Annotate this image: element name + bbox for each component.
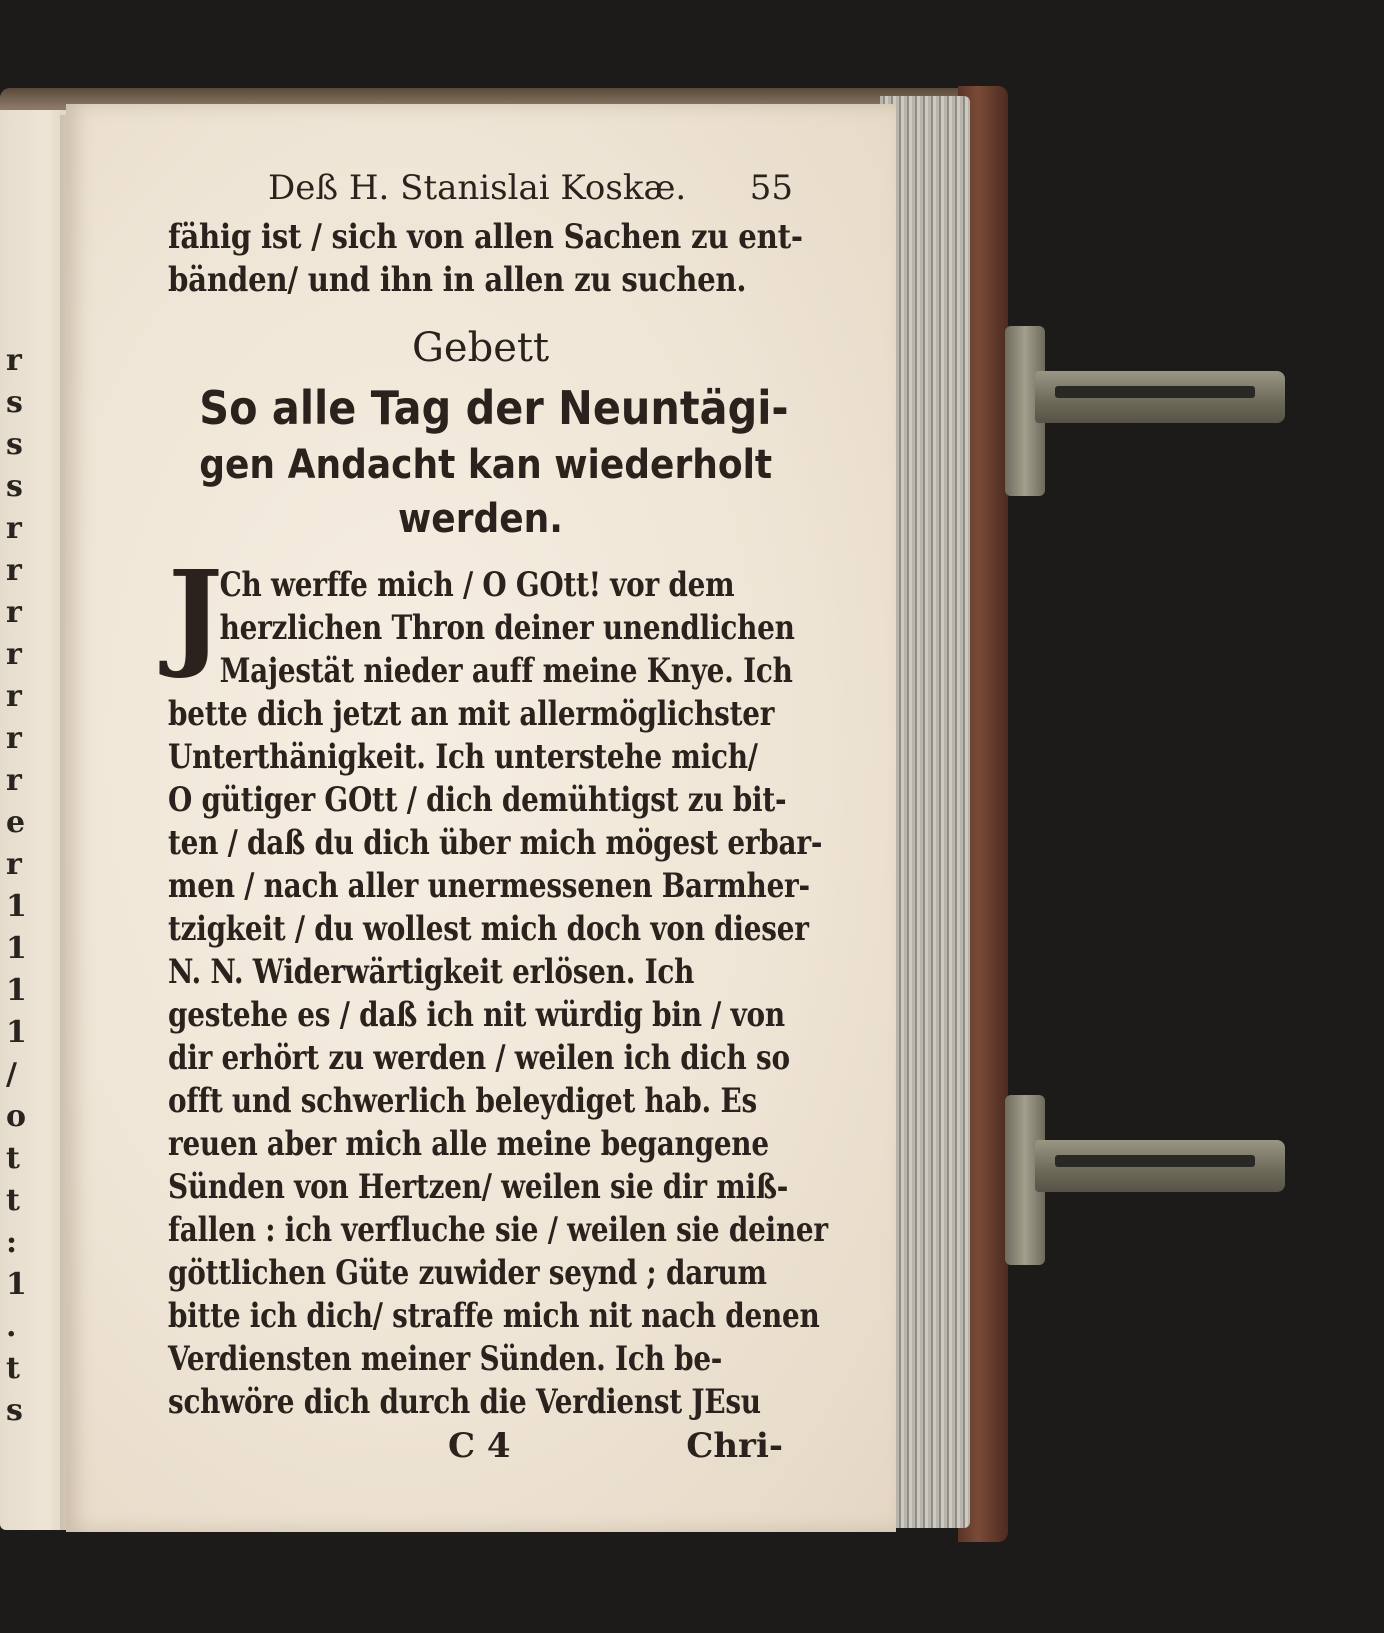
left-fragment: r <box>6 679 22 714</box>
body-line: N. N. Widerwärtigkeit erlösen. Ich <box>168 952 695 992</box>
left-fragment: r <box>6 763 22 798</box>
left-fragment: r <box>6 343 22 378</box>
body-line: bette dich jetzt an mit allermöglichster <box>168 694 775 734</box>
page-footer <box>168 1426 793 1472</box>
running-head-title: Deß H. Stanislai Koskæ. <box>268 168 687 208</box>
body-line: tzigkeit / du wollest mich doch von dieser <box>168 909 809 949</box>
left-fragment: s <box>6 469 23 504</box>
body-line: O gütiger GOtt / dich demühtigst zu bit- <box>168 780 787 820</box>
left-fragment: / <box>6 1057 17 1092</box>
running-head <box>168 160 793 216</box>
left-fragment: s <box>6 385 23 420</box>
body-line: offt und schwerlich beleydiget hab. Es <box>168 1081 757 1121</box>
left-fragment: s <box>6 427 23 462</box>
body-line: dir erhört zu werden / weilen ich dich so <box>168 1038 790 1078</box>
left-fragment: 1 <box>6 931 27 966</box>
left-page-text-fragments <box>6 340 26 1432</box>
body-line: Unterthänigkeit. Ich unterstehe mich/ <box>168 737 758 777</box>
subheading-line: gen Andacht kan wiederholt <box>199 442 773 488</box>
body-line: Ch werffe mich / O GOtt! vor dem <box>219 565 735 605</box>
body-line: gestehe es / daß ich nit würdig bin / von <box>168 995 785 1035</box>
clasp-slot <box>1055 1155 1255 1167</box>
text-line: fähig ist / sich von allen Sachen zu ent- <box>168 217 803 257</box>
left-fragment: e <box>6 805 26 840</box>
prayer-body <box>168 546 828 1424</box>
continuation-text <box>168 216 803 302</box>
body-line: ten / daß du dich über mich mögest erbar- <box>168 823 823 863</box>
signature-mark: C 4 <box>448 1426 511 1466</box>
drop-cap: J <box>168 546 223 682</box>
body-line: Sünden von Hertzen/ weilen sie dir miß- <box>168 1167 789 1207</box>
body-line: herzlichen Thron deiner unendlichen <box>219 608 795 648</box>
catchword: Chri- <box>686 1426 783 1466</box>
subheading-line: So alle Tag der Neuntägi- <box>199 381 789 435</box>
left-fragment: 1 <box>6 889 27 924</box>
text-line: bänden/ und ihn in allen zu suchen. <box>168 260 747 300</box>
left-fragment: r <box>6 553 22 588</box>
left-fragment: t <box>6 1351 20 1386</box>
left-fragment: r <box>6 511 22 546</box>
left-fragment: o <box>6 1099 27 1134</box>
prayer-subheading <box>168 378 793 546</box>
body-line: men / nach aller unermessenen Barmher- <box>168 866 810 906</box>
page-number: 55 <box>749 168 793 208</box>
body-line: göttlichen Güte zuwider seynd ; darum <box>168 1253 767 1293</box>
prayer-heading: Gebett <box>411 325 550 371</box>
page-text <box>168 160 828 1472</box>
left-fragment: r <box>6 637 22 672</box>
left-fragment: r <box>6 847 22 882</box>
body-line: bitte ich dich/ straffe mich nit nach denen <box>168 1296 820 1336</box>
left-fragment: 1 <box>6 1015 27 1050</box>
body-line: fallen : ich verfluche sie / weilen sie deiner <box>168 1210 828 1250</box>
body-line: schwöre dich durch die Verdienst JEsu <box>168 1382 761 1422</box>
left-fragment: . <box>6 1309 17 1344</box>
body-line: reuen aber mich alle meine begangene <box>168 1124 769 1164</box>
left-fragment: 1 <box>6 973 27 1008</box>
left-fragment: t <box>6 1141 20 1176</box>
body-line: Majestät nieder auff meine Knye. Ich <box>219 651 793 691</box>
left-fragment: t <box>6 1183 20 1218</box>
left-fragment: 1 <box>6 1267 27 1302</box>
left-fragment: s <box>6 1393 23 1428</box>
subheading-line: werden. <box>398 496 563 542</box>
left-fragment: : <box>6 1225 18 1260</box>
clasp-slot <box>1055 386 1255 398</box>
left-fragment: r <box>6 595 22 630</box>
left-fragment: r <box>6 721 22 756</box>
body-line: Verdiensten meiner Sünden. Ich be- <box>168 1339 723 1379</box>
